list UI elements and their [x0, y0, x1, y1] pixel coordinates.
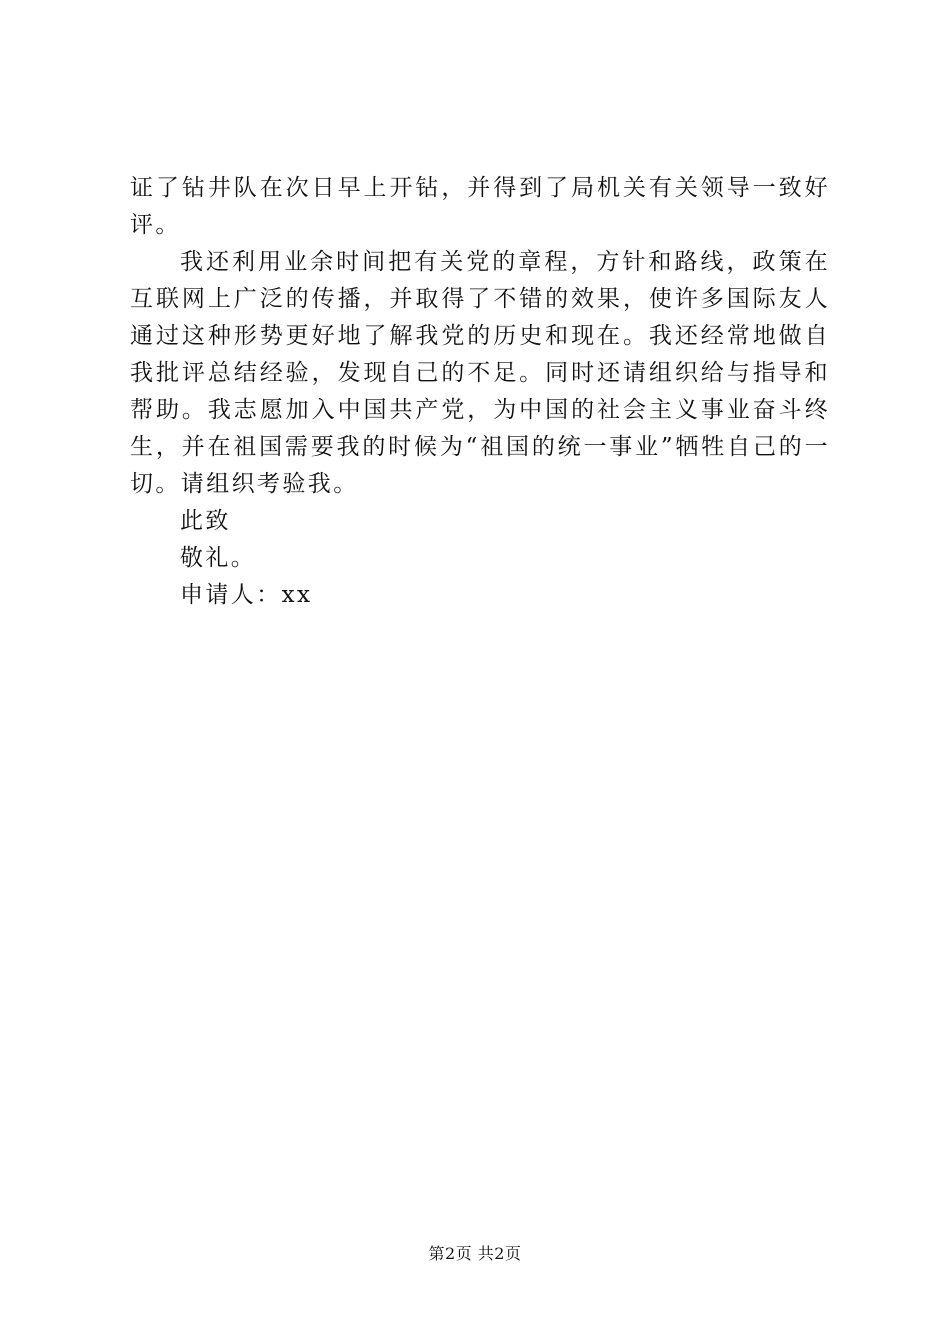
document-body [130, 170, 830, 614]
closing-salutation: 此致 [180, 508, 231, 534]
paragraph-main: 我还利用业余时间把有关党的章程，方针和路线，政策在互联网上广泛的传播，并取得了不错的效果，使许多国际友人通过这种形势更好地了解我党的历史和现在。我还经常地做自我批评总结经验，发现自己的不足。同时还请组织给与指导和帮助。我志愿加入中国共产党，为中国的社会主义事业奋斗终生，并在祖国需要我的时候为“祖国的统一事业”牺牲自己的一切。请组织考验我。 [130, 249, 830, 497]
paragraph-continuation: 证了钻井队在次日早上开钻，并得到了局机关有关领导一致好评。 [130, 175, 830, 238]
closing-respect: 敬礼。 [180, 545, 257, 571]
applicant-signature: 申请人：xx [180, 582, 313, 608]
page-number-footer: 第2页 共2页 [428, 1244, 522, 1263]
